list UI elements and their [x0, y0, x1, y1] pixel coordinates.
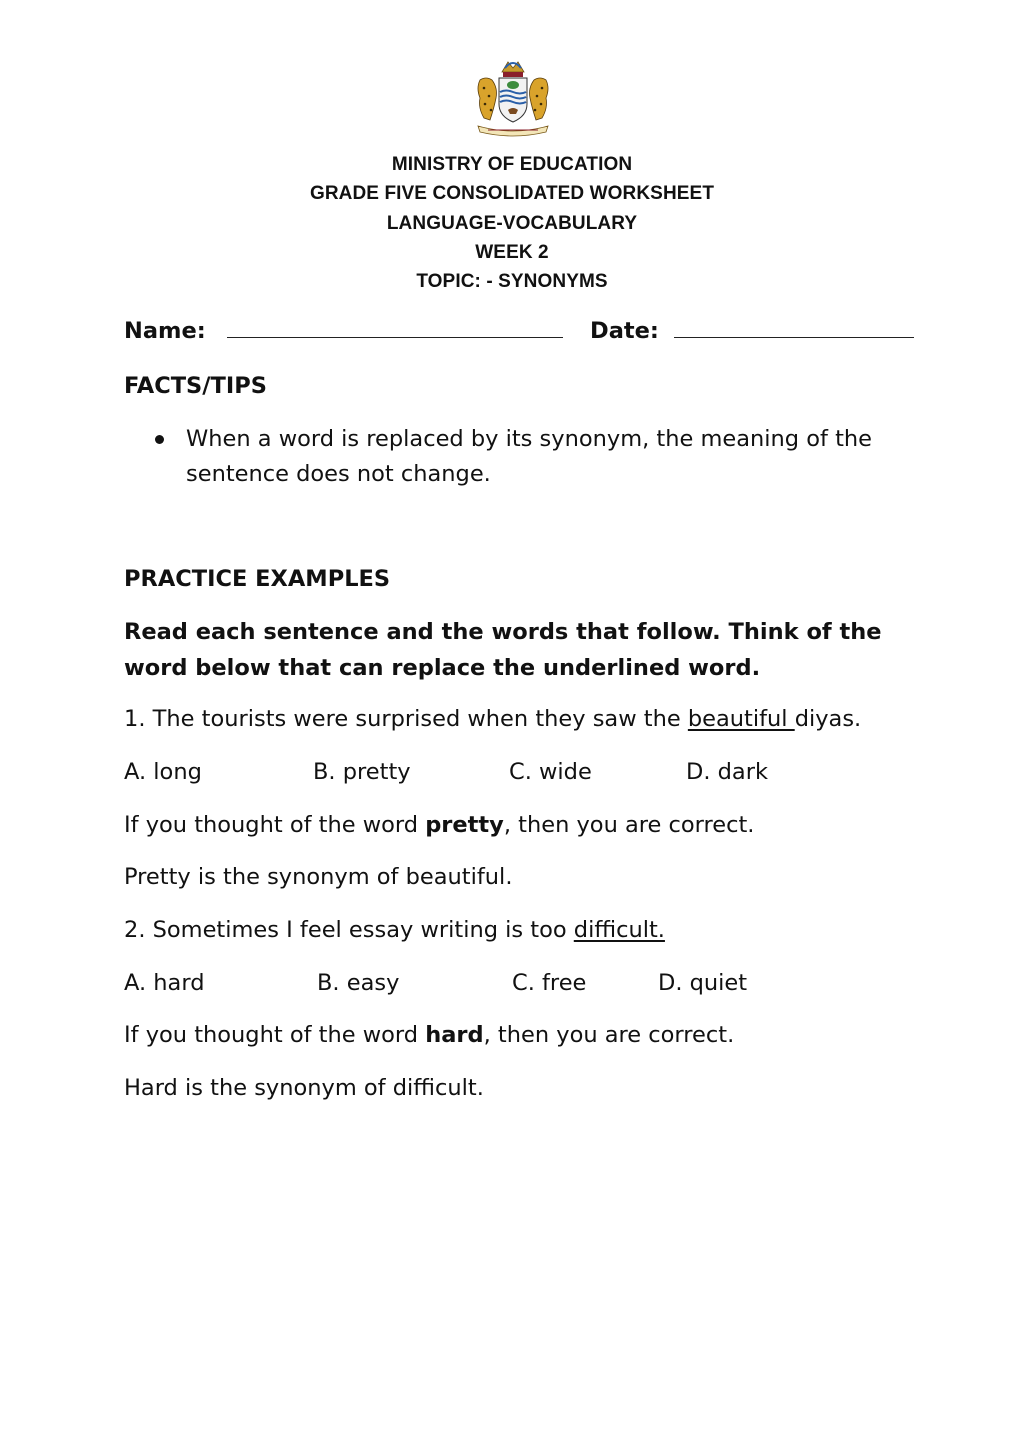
instructions-text: Read each sentence and the words that follow. Think of the word below that can replace the underlined word. — [124, 619, 882, 681]
name-blank[interactable] — [227, 317, 563, 338]
q2-answer-text-end: , then you are correct. — [483, 1022, 735, 1048]
q2-explanation: Hard is the synonym of difficult. — [124, 1075, 484, 1101]
worksheet-header — [0, 150, 1024, 296]
q1-explanation: Pretty is the synonym of beautiful. — [124, 864, 513, 890]
question-2 — [124, 913, 665, 947]
q2-answer-text: If you thought of the word — [124, 1022, 426, 1048]
week-label: WEEK 2 — [475, 241, 549, 263]
q2-option-a: A. hard — [124, 970, 205, 996]
name-label: Name: — [124, 318, 206, 344]
q1-option-b: B. pretty — [313, 759, 411, 785]
q1-option-c: C. wide — [509, 759, 592, 785]
q2-option-c: C. free — [512, 970, 587, 996]
question-2-underlined-word: difficult. — [573, 917, 665, 943]
q1-option-a: A. long — [124, 759, 202, 785]
bullet-icon — [155, 435, 164, 444]
facts-heading: FACTS/TIPS — [124, 373, 267, 399]
q2-option-d: D. quiet — [658, 970, 748, 996]
question-2-text: 2. Sometimes I feel essay writing is too — [124, 917, 574, 943]
q2-answer-line — [124, 1018, 734, 1052]
question-1-text: 1. The tourists were surprised when they saw the — [124, 706, 688, 732]
question-1-text-end: diyas. — [794, 706, 862, 732]
q2-option-b: B. easy — [317, 970, 400, 996]
worksheet-title: GRADE FIVE CONSOLIDATED WORKSHEET — [309, 183, 715, 205]
q1-answer-word: pretty — [425, 812, 504, 838]
question-1 — [124, 702, 861, 736]
coat-of-arms-emblem — [472, 58, 554, 138]
date-blank[interactable] — [674, 317, 914, 338]
q1-answer-text-end: , then you are correct. — [503, 812, 755, 838]
q1-answer-line — [124, 808, 754, 842]
tip-text: When a word is replaced by its synonym, the meaning of the sentence does not change. — [186, 426, 873, 487]
question-1-underlined-word: beautiful — [687, 706, 795, 732]
tip-item — [155, 422, 915, 492]
q2-answer-word: hard — [425, 1022, 484, 1048]
name-date-row — [124, 314, 914, 348]
q1-option-d: D. dark — [686, 759, 768, 785]
date-label: Date: — [590, 318, 659, 344]
subject-title: LANGUAGE-VOCABULARY — [386, 212, 638, 234]
ministry-title: MINISTRY OF EDUCATION — [391, 154, 633, 175]
q1-answer-text: If you thought of the word — [124, 812, 426, 838]
practice-heading: PRACTICE EXAMPLES — [124, 566, 391, 592]
topic-label: TOPIC: - SYNONYMS — [416, 271, 608, 293]
